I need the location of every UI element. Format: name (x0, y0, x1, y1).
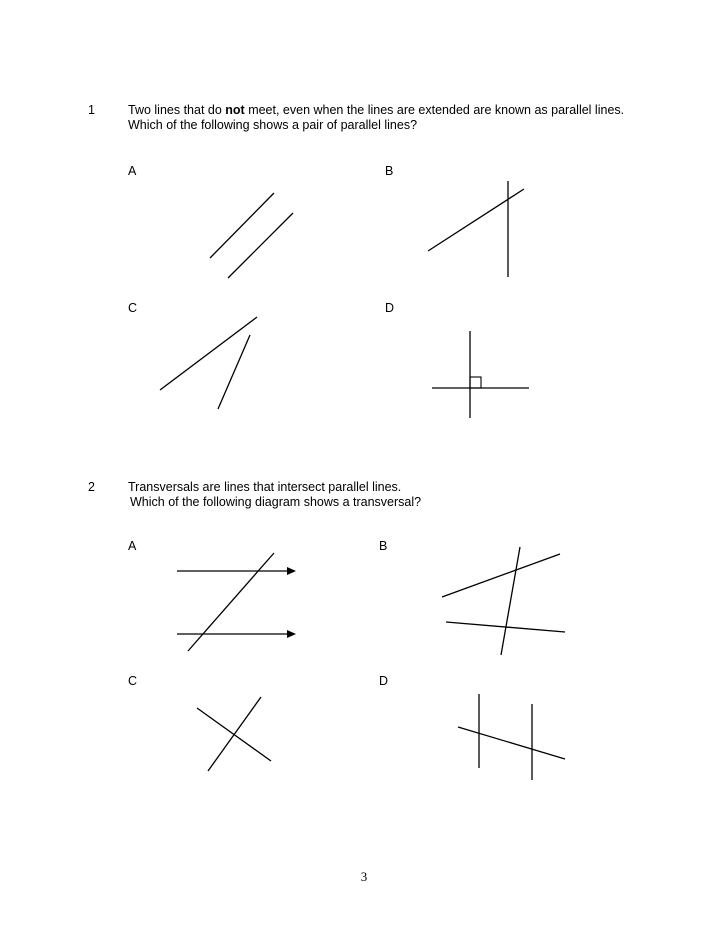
q1a-line-1 (210, 193, 274, 258)
page-number: 3 (360, 869, 368, 884)
question-1-text-part2: meet, even when the lines are extended are known as parallel lines. (244, 103, 625, 117)
question-1-bold-word: not (225, 103, 245, 117)
q1d-right-angle-marker (470, 377, 481, 388)
q2a-transversal-line (188, 553, 274, 651)
question-2-text: Transversals are lines that intersect parallel lines. (128, 480, 402, 494)
question-1-text-part1: Two lines that do (128, 103, 226, 117)
q1a-line-2 (228, 213, 293, 278)
question-1-number: 1 (88, 103, 95, 117)
q2a-bottom-arrowhead-icon (287, 630, 296, 638)
q2-option-a-label: A (128, 539, 137, 553)
q2a-top-arrowhead-icon (287, 567, 296, 575)
q1-option-a-label: A (128, 164, 137, 178)
q2d-crossing-line (458, 727, 565, 759)
q2-option-c-label: C (128, 674, 138, 688)
q1b-slanted-line (428, 189, 524, 251)
q1-option-c-label: C (128, 301, 138, 315)
q1-option-b-label: B (385, 164, 394, 178)
q2b-top-line (442, 554, 560, 597)
q1c-line-2 (218, 335, 250, 409)
q2c-line-2 (208, 697, 261, 771)
question-1-prompt: Which of the following shows a pair of parallel lines? (128, 118, 418, 132)
q1-option-d-label: D (385, 301, 395, 315)
question-2-prompt: Which of the following diagram shows a transversal? (130, 495, 422, 509)
q2b-crossing-line (501, 547, 520, 655)
question-2-number: 2 (88, 480, 95, 494)
q2-option-d-label: D (379, 674, 389, 688)
q2-option-b-label: B (379, 539, 388, 553)
